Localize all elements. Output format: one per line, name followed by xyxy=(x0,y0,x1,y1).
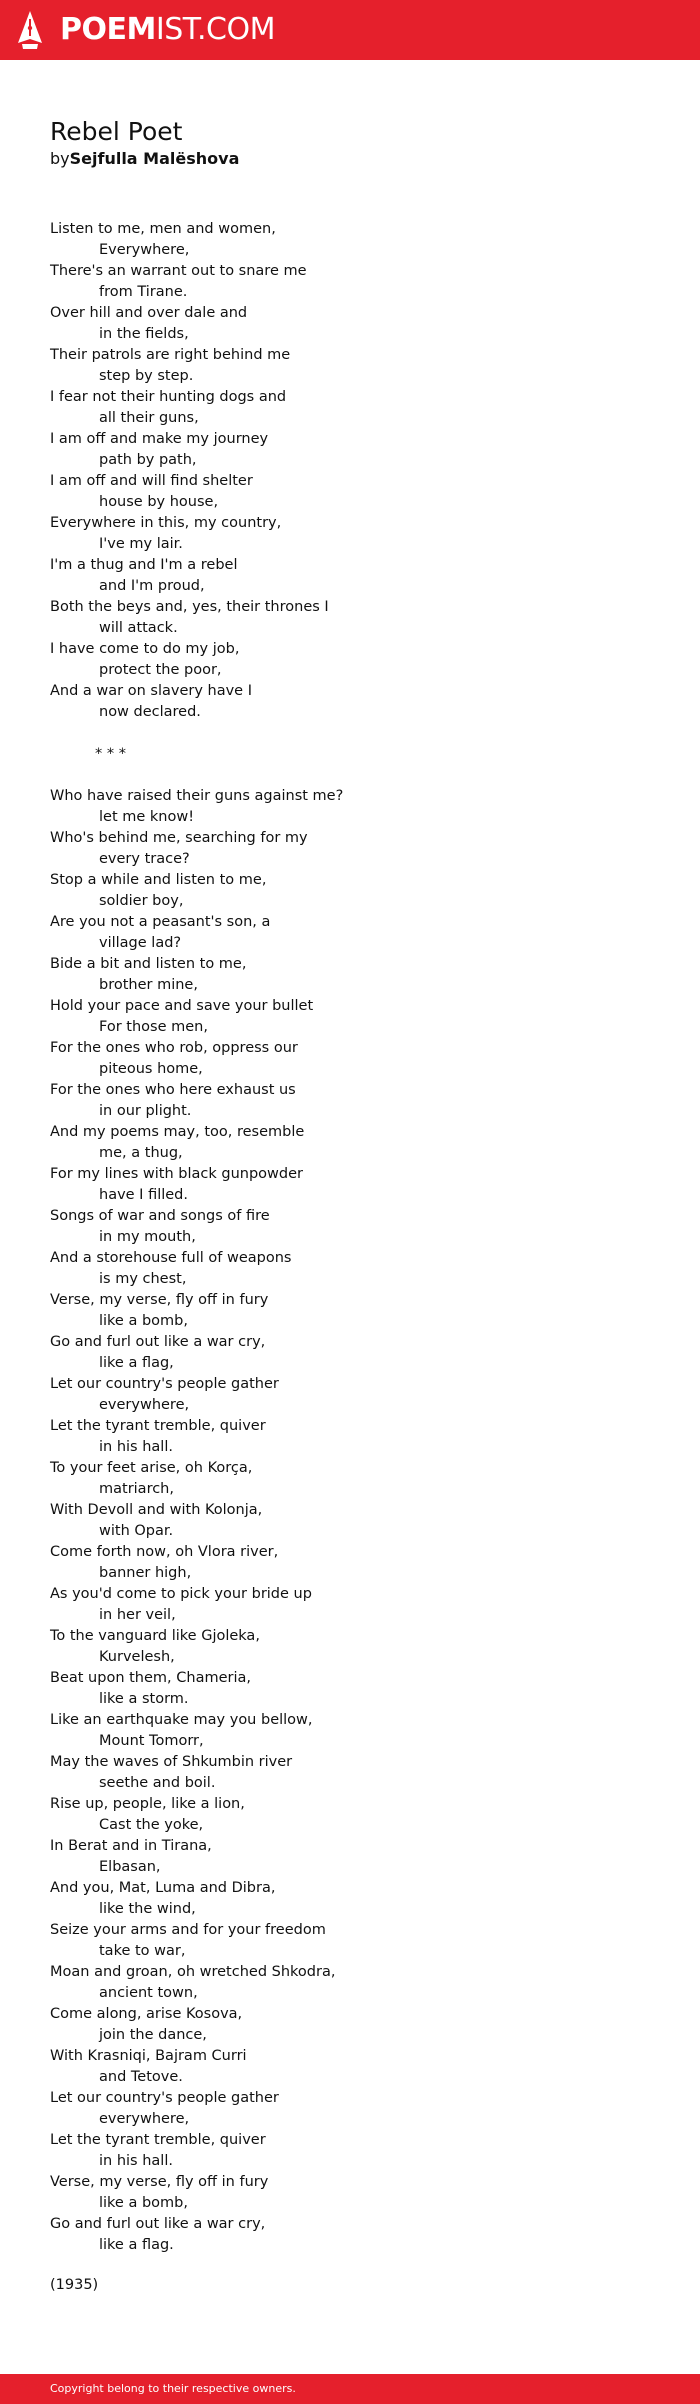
poem-line: with Opar. xyxy=(99,1523,174,1539)
poem-line: There's an warrant out to snare me xyxy=(50,263,307,279)
copyright-text: Copyright belong to their respective owners. xyxy=(50,2382,296,2395)
poem-line: Beat upon them, Chameria, xyxy=(50,1670,251,1686)
poem-line: and I'm proud, xyxy=(99,578,205,594)
poem-line: For the ones who rob, oppress our xyxy=(50,1040,298,1056)
stanza-gap xyxy=(50,723,670,744)
poem-line: now declared. xyxy=(99,704,201,720)
poem-line: Who have raised their guns against me? xyxy=(50,788,344,804)
poem-line: path by path, xyxy=(99,452,197,468)
poem-line: soldier boy, xyxy=(99,893,184,909)
poem-line: piteous home, xyxy=(99,1061,203,1077)
poem-line: have I filled. xyxy=(99,1187,188,1203)
stanza-gap xyxy=(50,765,670,786)
poem-line: in our plight. xyxy=(99,1103,192,1119)
poem-line: will attack. xyxy=(99,620,178,636)
logo-light-text: IST.COM xyxy=(155,12,275,47)
logo-bold-text: POEM xyxy=(60,12,156,47)
poem-line: And my poems may, too, resemble xyxy=(50,1124,305,1140)
poem-line: Who's behind me, searching for my xyxy=(50,830,308,846)
poem-line: Let the tyrant tremble, quiver xyxy=(50,2132,266,2148)
site-footer xyxy=(0,2374,700,2404)
poem-line: Like an earthquake may you bellow, xyxy=(50,1712,313,1728)
poem-line: Bide a bit and listen to me, xyxy=(50,956,247,972)
poem-line: everywhere, xyxy=(99,1397,190,1413)
poem-line: I'm a thug and I'm a rebel xyxy=(50,557,238,573)
poem-line: Stop a while and listen to me, xyxy=(50,872,267,888)
poem-line: May the waves of Shkumbin river xyxy=(50,1754,293,1770)
poem-line: protect the poor, xyxy=(99,662,222,678)
poem-line: With Krasniqi, Bajram Curri xyxy=(50,2048,247,2064)
poem-line: from Tirane. xyxy=(99,284,188,300)
poem-line: As you'd come to pick your bride up xyxy=(50,1586,312,1602)
poem-line: Let our country's people gather xyxy=(50,1376,279,1392)
poem-line: Kurvelesh, xyxy=(99,1649,175,1665)
poem-line: To your feet arise, oh Korça, xyxy=(50,1460,253,1476)
poem-line: Verse, my verse, fly off in fury xyxy=(50,1292,269,1308)
poem-line: in the fields, xyxy=(99,326,189,342)
poem-line: banner high, xyxy=(99,1565,192,1581)
poem-line: in his hall. xyxy=(99,1439,173,1455)
poem-line: village lad? xyxy=(99,935,182,951)
poem-line: and Tetove. xyxy=(99,2069,183,2085)
poem-line: I've my lair. xyxy=(99,536,183,552)
poem-line: seethe and boil. xyxy=(99,1775,216,1791)
author-name: Sejfulla Malëshova xyxy=(69,149,240,168)
poem-line: Mount Tomorr, xyxy=(99,1733,204,1749)
poem-line: all their guns, xyxy=(99,410,199,426)
poem-line: And a storehouse full of weapons xyxy=(50,1250,292,1266)
poem-line: Seize your arms and for your freedom xyxy=(50,1922,326,1938)
poem-line: step by step. xyxy=(99,368,194,384)
poem-line: in his hall. xyxy=(99,2153,173,2169)
poem-line: Go and furl out like a war cry, xyxy=(50,2216,266,2232)
poem-line: Both the beys and, yes, their thrones I xyxy=(50,599,329,615)
poem-line: Their patrols are right behind me xyxy=(50,347,291,363)
poem-line: is my chest, xyxy=(99,1271,187,1287)
poem-line: With Devoll and with Kolonja, xyxy=(50,1502,263,1518)
poem-line: like a storm. xyxy=(99,1691,189,1707)
poem-line: Verse, my verse, fly off in fury xyxy=(50,2174,269,2190)
poem-line: every trace? xyxy=(99,851,190,867)
poem-line: Let our country's people gather xyxy=(50,2090,279,2106)
poem-line: To the vanguard like Gjoleka, xyxy=(50,1628,260,1644)
byline xyxy=(50,148,239,170)
poem-line: ancient town, xyxy=(99,1985,198,2001)
poem-line: For the ones who here exhaust us xyxy=(50,1082,296,1098)
poem-line: in my mouth, xyxy=(99,1229,196,1245)
poem-line: Let the tyrant tremble, quiver xyxy=(50,1418,266,1434)
poem-line: Songs of war and songs of fire xyxy=(50,1208,270,1224)
poem-line: For my lines with black gunpowder xyxy=(50,1166,303,1182)
poem-body xyxy=(50,219,670,2256)
poem-line: like a flag, xyxy=(99,1355,174,1371)
poem-line: In Berat and in Tirana, xyxy=(50,1838,212,1854)
poem-line: like the wind, xyxy=(99,1901,196,1917)
poem-line: house by house, xyxy=(99,494,219,510)
poem-line: And a war on slavery have I xyxy=(50,683,252,699)
poem-line: Rise up, people, like a lion, xyxy=(50,1796,245,1812)
poem-line: like a bomb, xyxy=(99,2195,188,2211)
poem-line: matriarch, xyxy=(99,1481,174,1497)
pen-nib-icon xyxy=(17,10,43,50)
poem-line: let me know! xyxy=(99,809,195,825)
poem-line: I fear not their hunting dogs and xyxy=(50,389,287,405)
poem-line: in her veil, xyxy=(99,1607,176,1623)
poem-line: And you, Mat, Luma and Dibra, xyxy=(50,1880,276,1896)
poem-line: I have come to do my job, xyxy=(50,641,240,657)
poem-line: Elbasan, xyxy=(99,1859,161,1875)
poem-line: like a bomb, xyxy=(99,1313,188,1329)
poem-line: brother mine, xyxy=(99,977,198,993)
poem-line: I am off and will find shelter xyxy=(50,473,253,489)
poem-line: Over hill and over dale and xyxy=(50,305,248,321)
poem-year: (1935) xyxy=(50,2277,99,2293)
site-header xyxy=(0,0,700,60)
poem-line: Everywhere, xyxy=(99,242,190,258)
poem-line: Come along, arise Kosova, xyxy=(50,2006,243,2022)
stanza-separator: * * * xyxy=(95,746,126,762)
poem-line: For those men, xyxy=(99,1019,208,1035)
poem-line: Everywhere in this, my country, xyxy=(50,515,282,531)
poem-line: take to war, xyxy=(99,1943,186,1959)
poem-line: Are you not a peasant's son, a xyxy=(50,914,271,930)
poem-line: me, a thug, xyxy=(99,1145,183,1161)
poem-line: everywhere, xyxy=(99,2111,190,2127)
poem-line: Listen to me, men and women, xyxy=(50,221,276,237)
poem-line: Cast the yoke, xyxy=(99,1817,204,1833)
by-label: by xyxy=(50,149,70,168)
site-logo-link[interactable] xyxy=(60,12,275,48)
poem-line: join the dance, xyxy=(99,2027,207,2043)
poem-title: Rebel Poet xyxy=(50,117,183,146)
poem-line: Go and furl out like a war cry, xyxy=(50,1334,266,1350)
poem-line: Come forth now, oh Vlora river, xyxy=(50,1544,279,1560)
poem-line: Moan and groan, oh wretched Shkodra, xyxy=(50,1964,336,1980)
poem-line: like a flag. xyxy=(99,2237,174,2253)
poem-line: Hold your pace and save your bullet xyxy=(50,998,314,1014)
poem-line: I am off and make my journey xyxy=(50,431,269,447)
